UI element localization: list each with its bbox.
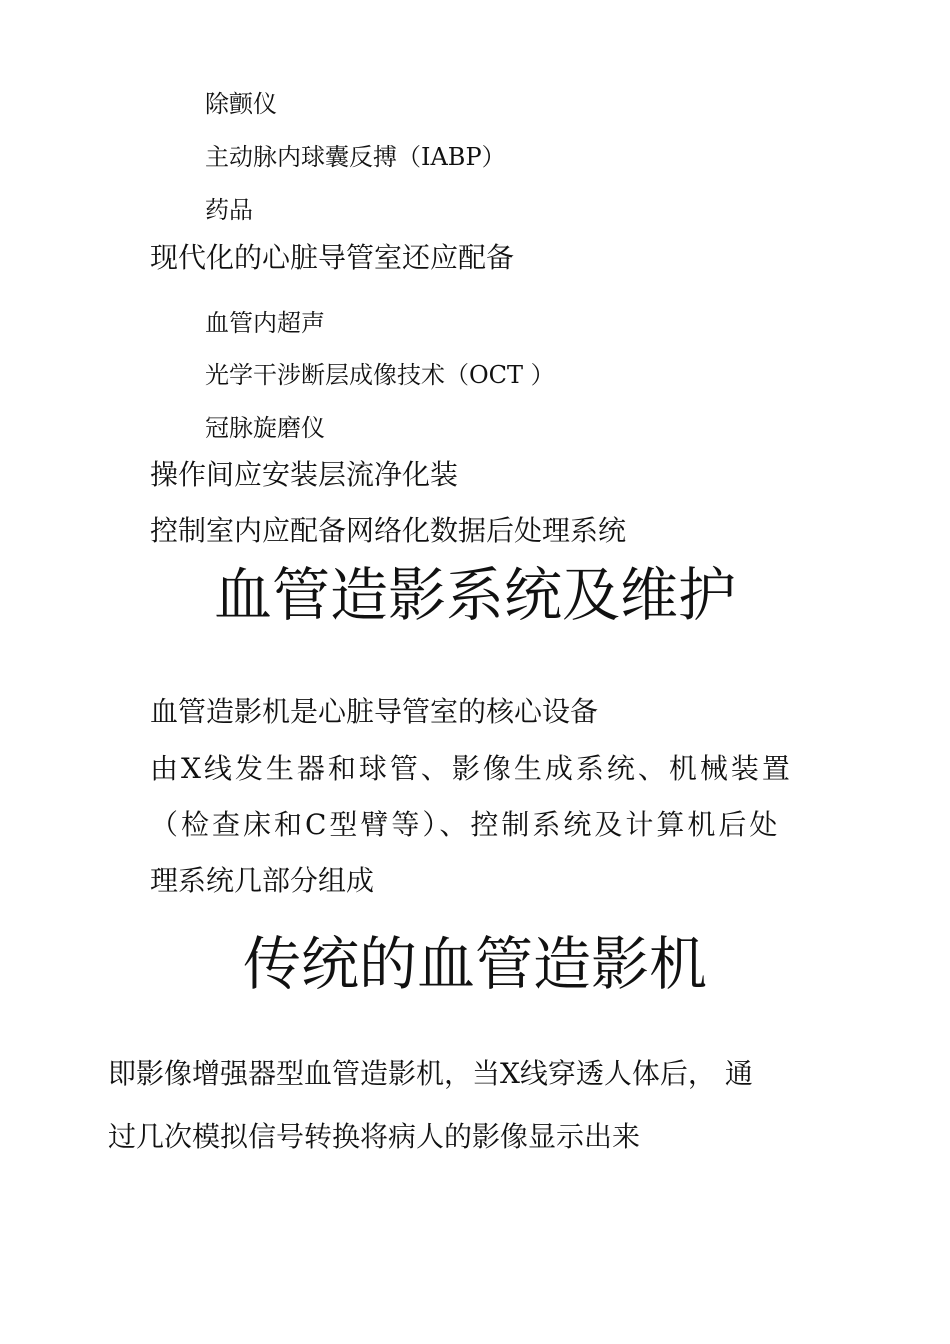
para-line-2: 由X线发生器和球管、影像生成系统、机械装置 (150, 752, 793, 785)
item-laminar-flow: 操作间应安装层流净化装 (150, 458, 459, 491)
item-control-room: 控制室内应配备网络化数据后处理系统 (150, 514, 627, 547)
para-line-3: （检查床和C型臂等）、控制系统及计算机后处 (150, 808, 781, 841)
sub-item-drugs: 药品 (205, 196, 253, 224)
sub-item-oct: 光学干涉断层成像技术（OCT ） (205, 361, 555, 389)
section-heading-angiography-system: 血管造影系统及维护 (213, 561, 736, 629)
sub-item-rotablator: 冠脉旋磨仪 (205, 414, 325, 442)
sub-item-ivus: 血管内超声 (205, 309, 325, 337)
para-line-1: 血管造影机是心脏导管室的核心设备 (150, 695, 599, 728)
body-line-2: 过几次模拟信号转换将病人的影像显示出来 (108, 1120, 641, 1153)
sub-item-defibrillator: 除颤仪 (205, 90, 277, 118)
body-line-1: 即影像增强器型血管造影机，当X线穿透人体后， 通 (108, 1057, 753, 1090)
item-modern-equipment: 现代化的心脏导管室还应配备 (150, 241, 515, 274)
section-heading-traditional-angiography: 传统的血管造影机 (242, 930, 707, 998)
para-line-4: 理系统几部分组成 (150, 864, 375, 897)
sub-item-iabp: 主动脉内球囊反搏（IABP） (205, 143, 506, 171)
